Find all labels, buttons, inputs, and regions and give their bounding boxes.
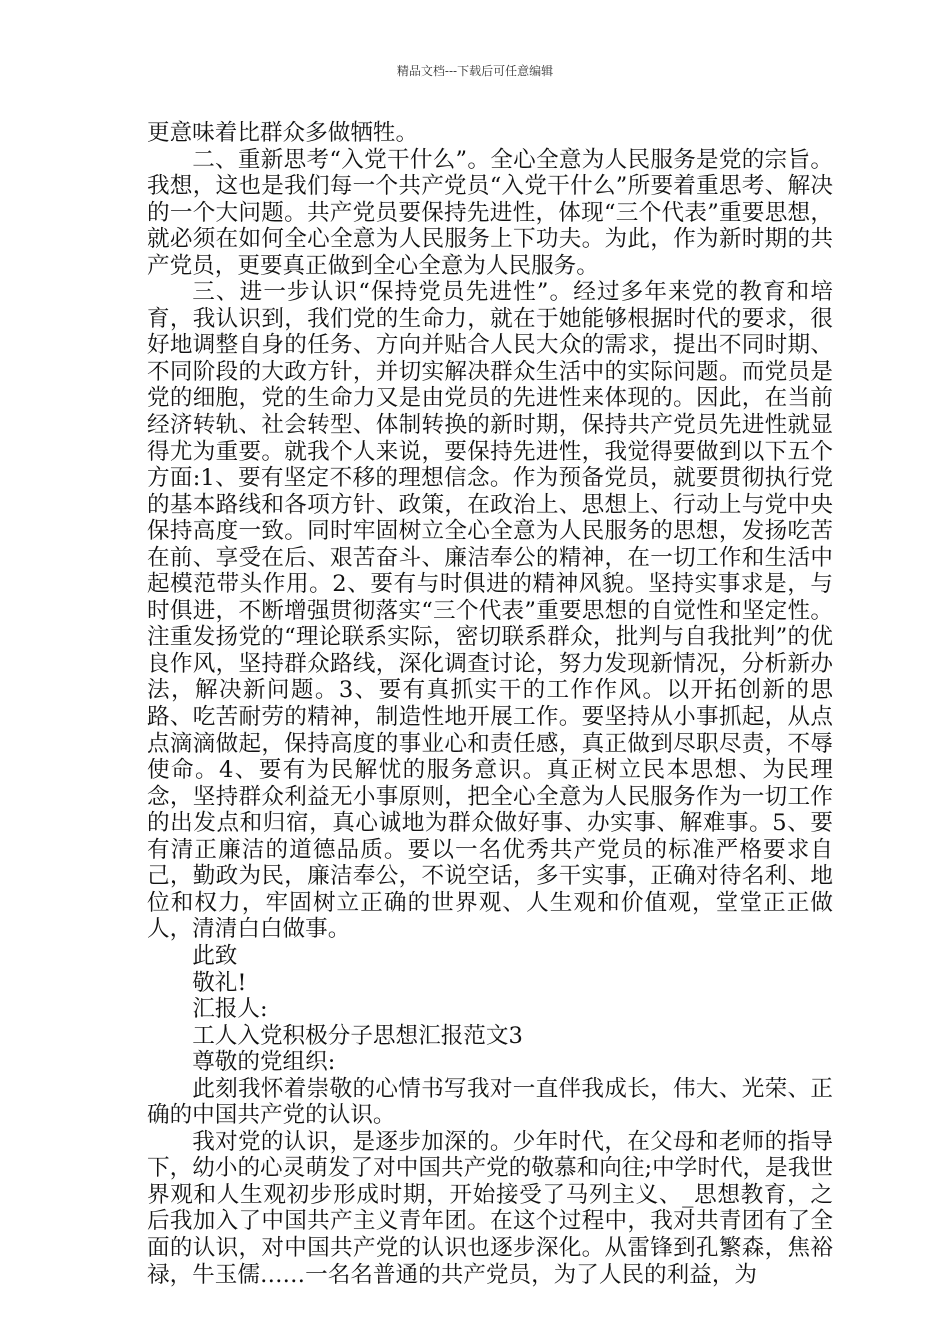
- document-body: [147, 120, 833, 1288]
- paragraph: 尊敬的党组织:: [192, 1049, 336, 1076]
- paragraph: 二、重新思考“入党干什么”。全心全意为人民服务是党的宗旨。我想，这也是我们每一个共产党员“入党干什么”所要着重思考、解决的一个大问题。共产党员要保持先进性，体现“三个代表”重要思想，就必须在如何全心全意为人民服务上下功夫。为此，作为新时期的共产党员，更要真正做到全心全意为人民服务。: [147, 146, 833, 279]
- paragraph: 此致: [192, 942, 238, 969]
- paragraph: 敬礼!: [192, 969, 247, 996]
- paragraph: 汇报人:: [192, 996, 268, 1023]
- paragraph: 此刻我怀着崇敬的心情书写我对一直伴我成长，伟大、光荣、正确的中国共产党的认识。: [147, 1075, 833, 1129]
- paragraph: 工人入党积极分子思想汇报范文3: [192, 1022, 523, 1049]
- paragraph: 三、进一步认识“保持党员先进性”。经过多年来党的教育和培育，我认识到，我们党的生命力，就在于她能够根据时代的要求，很好地调整自身的任务、方向并贴合人民大众的需求，提出不同时期、不同阶段的大政方针，并切实解决群众生活中的实际问题。而党员是党的细胞，党的生命力又是由党员的先进性来体现的。因此，在当前经济转轨、社会转型、体制转换的新时期，保持共产党员先进性就显得尤为重要。就我个人来说，要保持先进性，我觉得要做到以下五个方面:1、要有坚定不移的理想信念。作为预备党员，就要贯彻执行党的基本路线和各项方针、政策，在政治上、思想上、行动上与党中央保持高度一致。同时牢固树立全心全意为人民服务的思想，发扬吃苦在前、享受在后、艰苦奋斗、廉洁奉公的精神，在一切工作和生活中起模范带头作用。2、要有与时俱进的精神风貌。坚持实事求是，与时俱进，不断增强贯彻落实“三个代表”重要思想的自觉性和坚定性。注重发扬党的“理论联系实际，密切联系群众，批判与自我批判”的优良作风，坚持群众路线，深化调查讨论，努力发现新情况，分析新办法，解决新问题。3、要有真抓实干的工作作风。以开拓创新的思路、吃苦耐劳的精神，制造性地开展工作。要坚持从小事抓起，从点点滴滴做起，保持高度的事业心和责任感，真正做到尽职尽责，不辱使命。4、要有为民解忧的服务意识。真正树立民本思想、为民理念，坚持群众利益无小事原则，把全心全意为人民服务作为一切工作的出发点和归宿，真心诚地为群众做好事、办实事、解难事。5、要有清正廉洁的道德品质。要以一名优秀共产党员的标准严格要求自己，勤政为民，廉洁奉公，不说空话，多干实事，正确对待名利、地位和权力，牢固树立正确的世界观、人生观和价值观，堂堂正正做人，清清白白做事。: [147, 279, 833, 943]
- paragraph: 更意味着比群众多做牺牲。: [147, 120, 419, 146]
- paragraph: 我对党的认识，是逐步加深的。少年时代，在父母和老师的指导下，幼小的心灵萌发了对中国共产党的敬慕和向往;中学时代，是我世界观和人生观初步形成时期，开始接受了马列主义、_思想教育，之后我加入了中国共产主义青年团。在这个过程中，我对共青团有了全面的认识，对中国共产党的认识也逐步深化。从雷锋到孔繁森，焦裕禄，牛玉儒……一名名普通的共产党员，为了人民的利益，为: [147, 1128, 833, 1288]
- page-header: 精品文档---下载后可任意编辑: [396, 64, 554, 78]
